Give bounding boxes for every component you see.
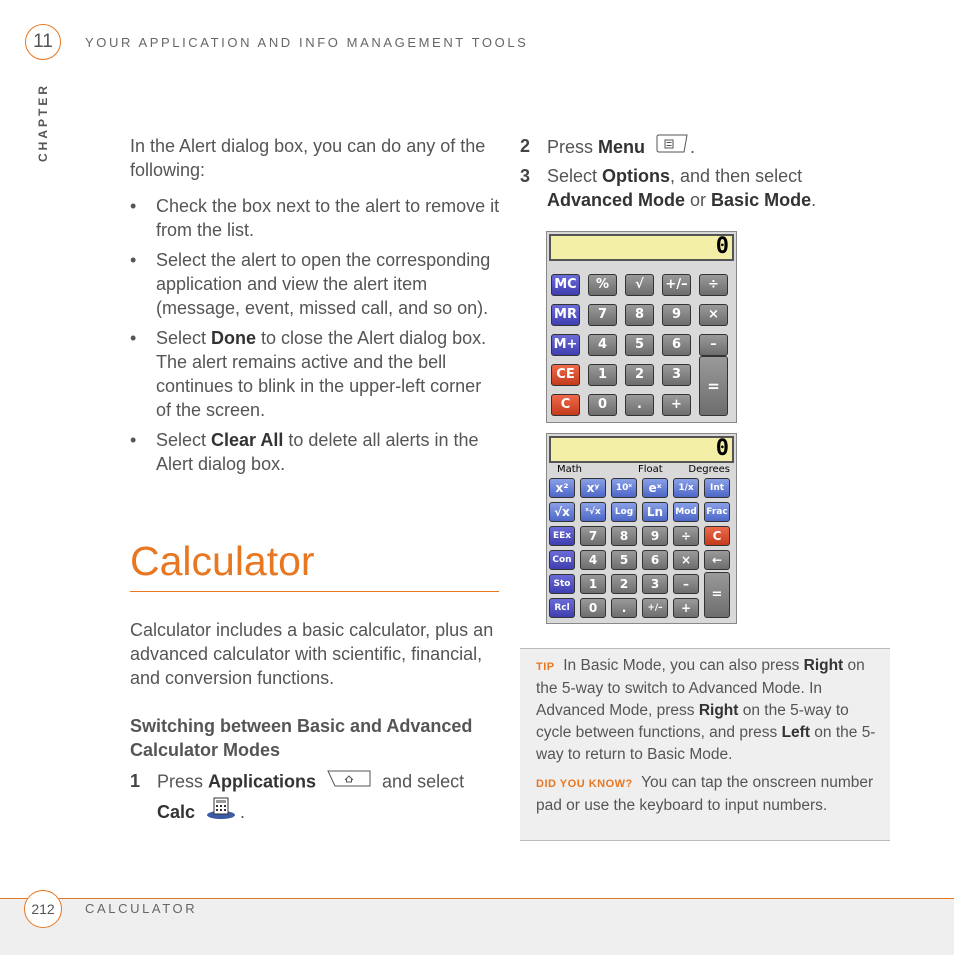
- calculator-key: 6: [642, 550, 668, 570]
- step-text-post: .: [811, 190, 817, 210]
- calculator-key: Con: [549, 550, 575, 570]
- calculator-key: √x: [549, 502, 575, 522]
- calculator-key: 1/x: [673, 478, 699, 498]
- bullet-text-post: to close the Alert dialog box. The alert remains active and the bell continues to blink in the upper-left corner of the screen.: [156, 328, 487, 420]
- tip-text-part: on the 5-way to cycle between functions, and press: [536, 702, 849, 741]
- list-item: [130, 194, 500, 242]
- chapter-side-label-text: CHAPTER: [36, 83, 50, 163]
- calculator-key: 2: [611, 574, 637, 594]
- calculator-key: 3: [642, 574, 668, 594]
- calculator-key: +/–: [642, 598, 668, 618]
- calculator-key: xʸ: [580, 478, 606, 498]
- calculator-key: C: [551, 394, 580, 416]
- home-key-icon: [327, 769, 371, 793]
- bullet-marker: •: [130, 430, 137, 450]
- calculator-key: %: [588, 274, 617, 296]
- calculator-key: +: [673, 598, 699, 618]
- tip-bold: Right: [803, 657, 844, 674]
- float-label: Float: [638, 464, 663, 475]
- calculator-key: 4: [588, 334, 617, 356]
- calculator-key: 2: [625, 364, 654, 386]
- subheading: Switching between Basic and Advanced Calculator Modes: [130, 716, 473, 760]
- calculator-key: ÷: [699, 274, 728, 296]
- calculator-key: Mod: [673, 502, 699, 522]
- list-item: [130, 326, 500, 422]
- calculator-key: 0: [580, 598, 606, 618]
- calculator-key: 1: [580, 574, 606, 594]
- calculator-key: 7: [588, 304, 617, 326]
- calculator-key: .: [625, 394, 654, 416]
- calculator-key: =: [699, 356, 728, 416]
- bullet-marker: •: [130, 328, 137, 348]
- options-label: Options: [602, 166, 671, 186]
- calculator-key: 6: [662, 334, 691, 356]
- calculator-key: Sto: [549, 574, 575, 594]
- heading-rule: [130, 591, 499, 592]
- calculator-key: +/–: [662, 274, 691, 296]
- step-number: 1: [130, 771, 141, 791]
- intro-paragraph: In the Alert dialog box, you can do any of the following:: [130, 136, 486, 180]
- step-text-pre: Press: [547, 136, 599, 157]
- tip-box: [520, 648, 890, 841]
- bullet-text-bold: Clear All: [211, 430, 284, 450]
- calculator-key: Int: [704, 478, 730, 498]
- calculator-key: 0: [588, 394, 617, 416]
- calculator-key: 5: [625, 334, 654, 356]
- step-text: [547, 164, 890, 212]
- step-3: [520, 164, 890, 214]
- calculator-key: eˣ: [642, 478, 668, 498]
- calculator-key: Rcl: [549, 598, 575, 618]
- calculator-key: ×: [673, 550, 699, 570]
- did-you-know-text: You can tap the onscreen number pad or use the keyboard to input numbers.: [536, 774, 874, 814]
- page-number-badge: 212: [24, 890, 62, 928]
- calculator-key: –: [673, 574, 699, 594]
- tip-bold: Right: [698, 702, 739, 719]
- menu-label: Menu: [598, 136, 646, 157]
- tip-text-part: on the 5-way to switch to Advanced Mode. In Advanced Mode, press: [536, 657, 865, 719]
- calculator-key: 1: [588, 364, 617, 386]
- calculator-key: C: [704, 526, 730, 546]
- advanced-mode-label: Advanced Mode: [547, 190, 686, 210]
- bullet-text-post: to delete all alerts in the Alert dialog box.: [156, 430, 479, 474]
- calculator-key: 9: [642, 526, 668, 546]
- calculator-key: 3: [662, 364, 691, 386]
- tip-text-part: on the 5-way to return to Basic Mode.: [536, 724, 876, 763]
- step-1: [130, 769, 500, 822]
- calculator-key: 9: [662, 304, 691, 326]
- calculator-key: MR: [551, 304, 580, 326]
- calculator-key: x²: [549, 478, 575, 498]
- calculator-display: 0: [549, 436, 734, 463]
- calculator-key: ÷: [673, 526, 699, 546]
- math-label: Math: [557, 464, 583, 475]
- calculator-key: Frac: [704, 502, 730, 522]
- mode-labels: [555, 464, 732, 476]
- advanced-calculator-screenshot: [546, 433, 737, 624]
- calculator-key: 5: [611, 550, 637, 570]
- tip-bold: Left: [781, 724, 810, 741]
- bullet-text-pre: Select: [156, 328, 212, 348]
- bullet-marker: •: [130, 250, 137, 270]
- calculator-key: CE: [551, 364, 580, 386]
- step-text: [157, 769, 502, 830]
- basic-mode-label: Basic Mode: [711, 190, 812, 210]
- step-number: 3: [520, 166, 531, 186]
- calculator-key: +: [662, 394, 691, 416]
- step-text-mid: , and then select: [670, 166, 803, 186]
- calculator-key: Ln: [642, 502, 668, 522]
- calculator-description: Calculator includes a basic calculator, plus an advanced calculator with scientific, financial, and conversion functions.: [130, 620, 494, 688]
- step-text-pre: Select: [547, 166, 603, 186]
- degrees-label: Degrees: [688, 464, 730, 475]
- bullet-text-bold: Done: [211, 328, 257, 348]
- tip-text: [536, 655, 880, 817]
- bullet-marker: •: [130, 196, 137, 216]
- applications-label: Applications: [208, 771, 317, 792]
- step-text-post: .: [240, 801, 246, 822]
- did-you-know: [536, 772, 880, 817]
- list-item: [130, 248, 500, 320]
- calculator-key: ←: [704, 550, 730, 570]
- calculator-key: –: [699, 334, 728, 356]
- chapter-number-badge: 11: [25, 24, 61, 60]
- calculator-key: M+: [551, 334, 580, 356]
- bullet-text: Select the alert to open the corresponding application and view the alert item (message, event, missed call, and so on).: [156, 250, 491, 318]
- menu-key-icon: [656, 134, 688, 159]
- calculator-key: .: [611, 598, 637, 618]
- section-heading: Calculator: [130, 538, 315, 584]
- tip-text-part: In Basic Mode, you can also press: [563, 657, 804, 674]
- step-text-post: .: [690, 136, 696, 157]
- calculator-key: ×: [699, 304, 728, 326]
- calc-label: Calc: [157, 801, 196, 822]
- calculator-key: =: [704, 572, 730, 618]
- step-text-mid: and select: [377, 771, 465, 792]
- step-number: 2: [520, 136, 531, 156]
- calculator-key: EEx: [549, 526, 575, 546]
- calculator-key: ˣ√x: [580, 502, 606, 522]
- step-text: [547, 134, 695, 162]
- step-text-pre: Press: [157, 771, 209, 792]
- basic-calculator-screenshot: [546, 231, 737, 423]
- bullet-text-pre: Select: [156, 430, 212, 450]
- calculator-key: 8: [611, 526, 637, 546]
- calculator-key: 8: [625, 304, 654, 326]
- running-head: YOUR APPLICATION AND INFO MANAGEMENT TOOLS: [85, 35, 529, 50]
- did-you-know-label: DID YOU KNOW?: [536, 778, 633, 790]
- calculator-key: 4: [580, 550, 606, 570]
- tip-label: TIP: [536, 661, 555, 673]
- bullet-list: [130, 194, 500, 482]
- step-2: [520, 134, 890, 160]
- calculator-display: 0: [549, 234, 734, 261]
- footer-title: CALCULATOR: [85, 901, 198, 916]
- chapter-side-label: [36, 83, 50, 162]
- calculator-key: √: [625, 274, 654, 296]
- calculator-key: 7: [580, 526, 606, 546]
- calculator-key: 10ˣ: [611, 478, 637, 498]
- bullet-text: Check the box next to the alert to remove it from the list.: [156, 196, 500, 240]
- calc-app-icon: [206, 796, 236, 826]
- calculator-key: MC: [551, 274, 580, 296]
- step-text-mid2: or: [685, 190, 712, 210]
- calculator-key: Log: [611, 502, 637, 522]
- list-item: [130, 428, 500, 476]
